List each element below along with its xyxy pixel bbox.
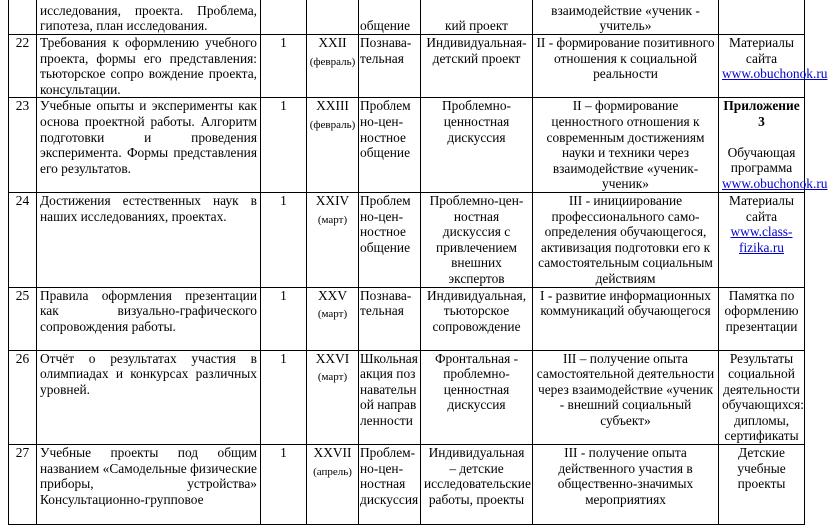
row-topic: Отчёт о результатах участия в олимпиадах и конкурсах различных уровней. xyxy=(37,350,261,445)
row-month xyxy=(307,35,359,98)
resource-text: Материалы сайта xyxy=(729,35,794,66)
row-resource xyxy=(719,0,805,35)
row-type: кий проект xyxy=(421,0,533,35)
month-name: (февраль) xyxy=(309,118,356,131)
row-form: Познава-тельная xyxy=(359,287,421,350)
row-type: Проблемно-ценностная дискуссия xyxy=(421,98,533,193)
row-resource xyxy=(719,35,828,98)
appendix-label: Приложение 3 xyxy=(723,98,800,129)
row-form: Проблем-но-цен-ностная дискуссия xyxy=(359,445,421,525)
row-number: 23 xyxy=(9,98,37,193)
row-goal: I - развитие информационных коммуникаций обучающегося xyxy=(533,287,719,350)
table-row xyxy=(9,35,805,98)
row-resource xyxy=(719,98,828,193)
row-topic: Учебные проекты под общим названием «Самодельные физические приборы, устройства» Консультационно-групповое xyxy=(37,445,261,525)
row-number: 26 xyxy=(9,350,37,445)
row-month xyxy=(307,287,359,350)
row-form: Проблем но-цен-ностное общение xyxy=(359,98,421,193)
row-type: Фронтальная - проблемно-ценностная дискуссия xyxy=(421,350,533,445)
month-roman: XXVI xyxy=(315,350,350,366)
row-form: Школьная акция познавательной направленности xyxy=(359,350,421,445)
row-form: общение xyxy=(359,0,421,35)
row-topic: Учебные опыты и эксперименты как основа проектной работы. Алгоритм подготовки и проведения эксперимента. Формы представления его результатов. xyxy=(37,98,261,193)
row-number: 22 xyxy=(9,35,37,98)
table-row xyxy=(9,350,805,445)
row-month xyxy=(307,98,359,193)
month-name: (март) xyxy=(317,371,348,384)
table-row xyxy=(9,98,805,193)
resource-text: Материалы сайта xyxy=(729,192,794,224)
row-number: 27 xyxy=(9,445,37,525)
row-type: Индивидуальная – детские исследовательские работы, проекты xyxy=(421,445,533,525)
row-type: Индивидуальная-детский проект xyxy=(421,35,533,98)
row-type: Проблемно-цен-ностная дискуссия с привлечением внешних экспертов xyxy=(421,192,533,287)
row-month xyxy=(307,192,359,287)
row-goal: III - получение опыта действенного участия в общественно-значимых мероприятиях xyxy=(533,445,719,525)
row-hours: 1 xyxy=(261,192,307,287)
row-goal: II - формирование позитивного отношения к социальной реальности xyxy=(533,35,719,98)
row-topic: Правила оформления презентации как визуально-графического сопровождения работы. xyxy=(37,287,261,350)
table-row xyxy=(9,0,805,35)
row-hours: 1 xyxy=(261,287,307,350)
resource-text: Обучающая программа xyxy=(727,144,796,176)
month-name: (февраль) xyxy=(309,55,356,68)
plan-table xyxy=(8,0,828,525)
month-roman: XXII xyxy=(318,35,347,50)
month-name: (апрель) xyxy=(313,465,352,478)
row-number: 25 xyxy=(9,287,37,350)
row-goal: III – получение опыта самостоятельной деятельности через взаимодействие «ученик - внешний социальный субъект» xyxy=(533,350,719,445)
table-row xyxy=(9,445,805,525)
row-type: Индивидуальная, тьюторское сопровождение xyxy=(421,287,533,350)
row-resource: Памятка по оформлению презентации xyxy=(719,287,805,350)
row-topic: Требования к оформлению учебного проекта, формы его представления: тьюторское сопро вождение проекта, консультации. xyxy=(37,35,261,98)
row-number: 24 xyxy=(9,192,37,287)
row-resource: Детские учебные проекты xyxy=(719,445,805,525)
row-number xyxy=(9,0,37,35)
row-month xyxy=(307,350,359,445)
month-name: (март) xyxy=(317,308,348,321)
row-resource: Результаты социальной деятельности обучающихся: дипломы, сертификаты xyxy=(719,350,805,445)
row-hours: 1 xyxy=(261,35,307,98)
month-roman: XXVII xyxy=(313,445,352,461)
month-roman: XXIV xyxy=(315,192,350,208)
row-month xyxy=(307,445,359,525)
row-topic: исследования, проекта. Проблема, гипотеза, план исследования. xyxy=(37,0,261,35)
row-goal: III - инициирование профессионального само-определения обучающегося, активизация подготовки его к самостоятельным социальным действиям xyxy=(533,192,719,287)
resource-link[interactable]: www.obuchonok.ru xyxy=(722,175,828,191)
row-goal: взаимодействие «ученик - учитель» xyxy=(533,0,719,35)
row-goal: II – формирование ценностного отношения к современным достижениям науки и техники через взаимодействие «ученик-ученик» xyxy=(533,98,719,193)
month-name: (март) xyxy=(317,213,348,226)
table-row xyxy=(9,192,805,287)
row-hours xyxy=(261,0,307,35)
row-hours: 1 xyxy=(261,445,307,525)
row-hours: 1 xyxy=(261,350,307,445)
row-form: Познава-тельная xyxy=(359,35,421,98)
month-roman: XXV xyxy=(317,287,347,303)
resource-link[interactable]: www.obuchonok.ru xyxy=(722,66,828,82)
month-roman: XXIII xyxy=(316,98,349,114)
table-row xyxy=(9,287,805,350)
resource-link[interactable]: www.class-fizika.ru xyxy=(730,224,793,255)
row-topic: Достижения естественных наук в наших исследованиях, проектах. xyxy=(37,192,261,287)
row-form: Проблем но-цен-ностное общение xyxy=(359,192,421,287)
row-hours: 1 xyxy=(261,98,307,193)
row-resource xyxy=(719,192,805,287)
row-month xyxy=(307,0,359,35)
